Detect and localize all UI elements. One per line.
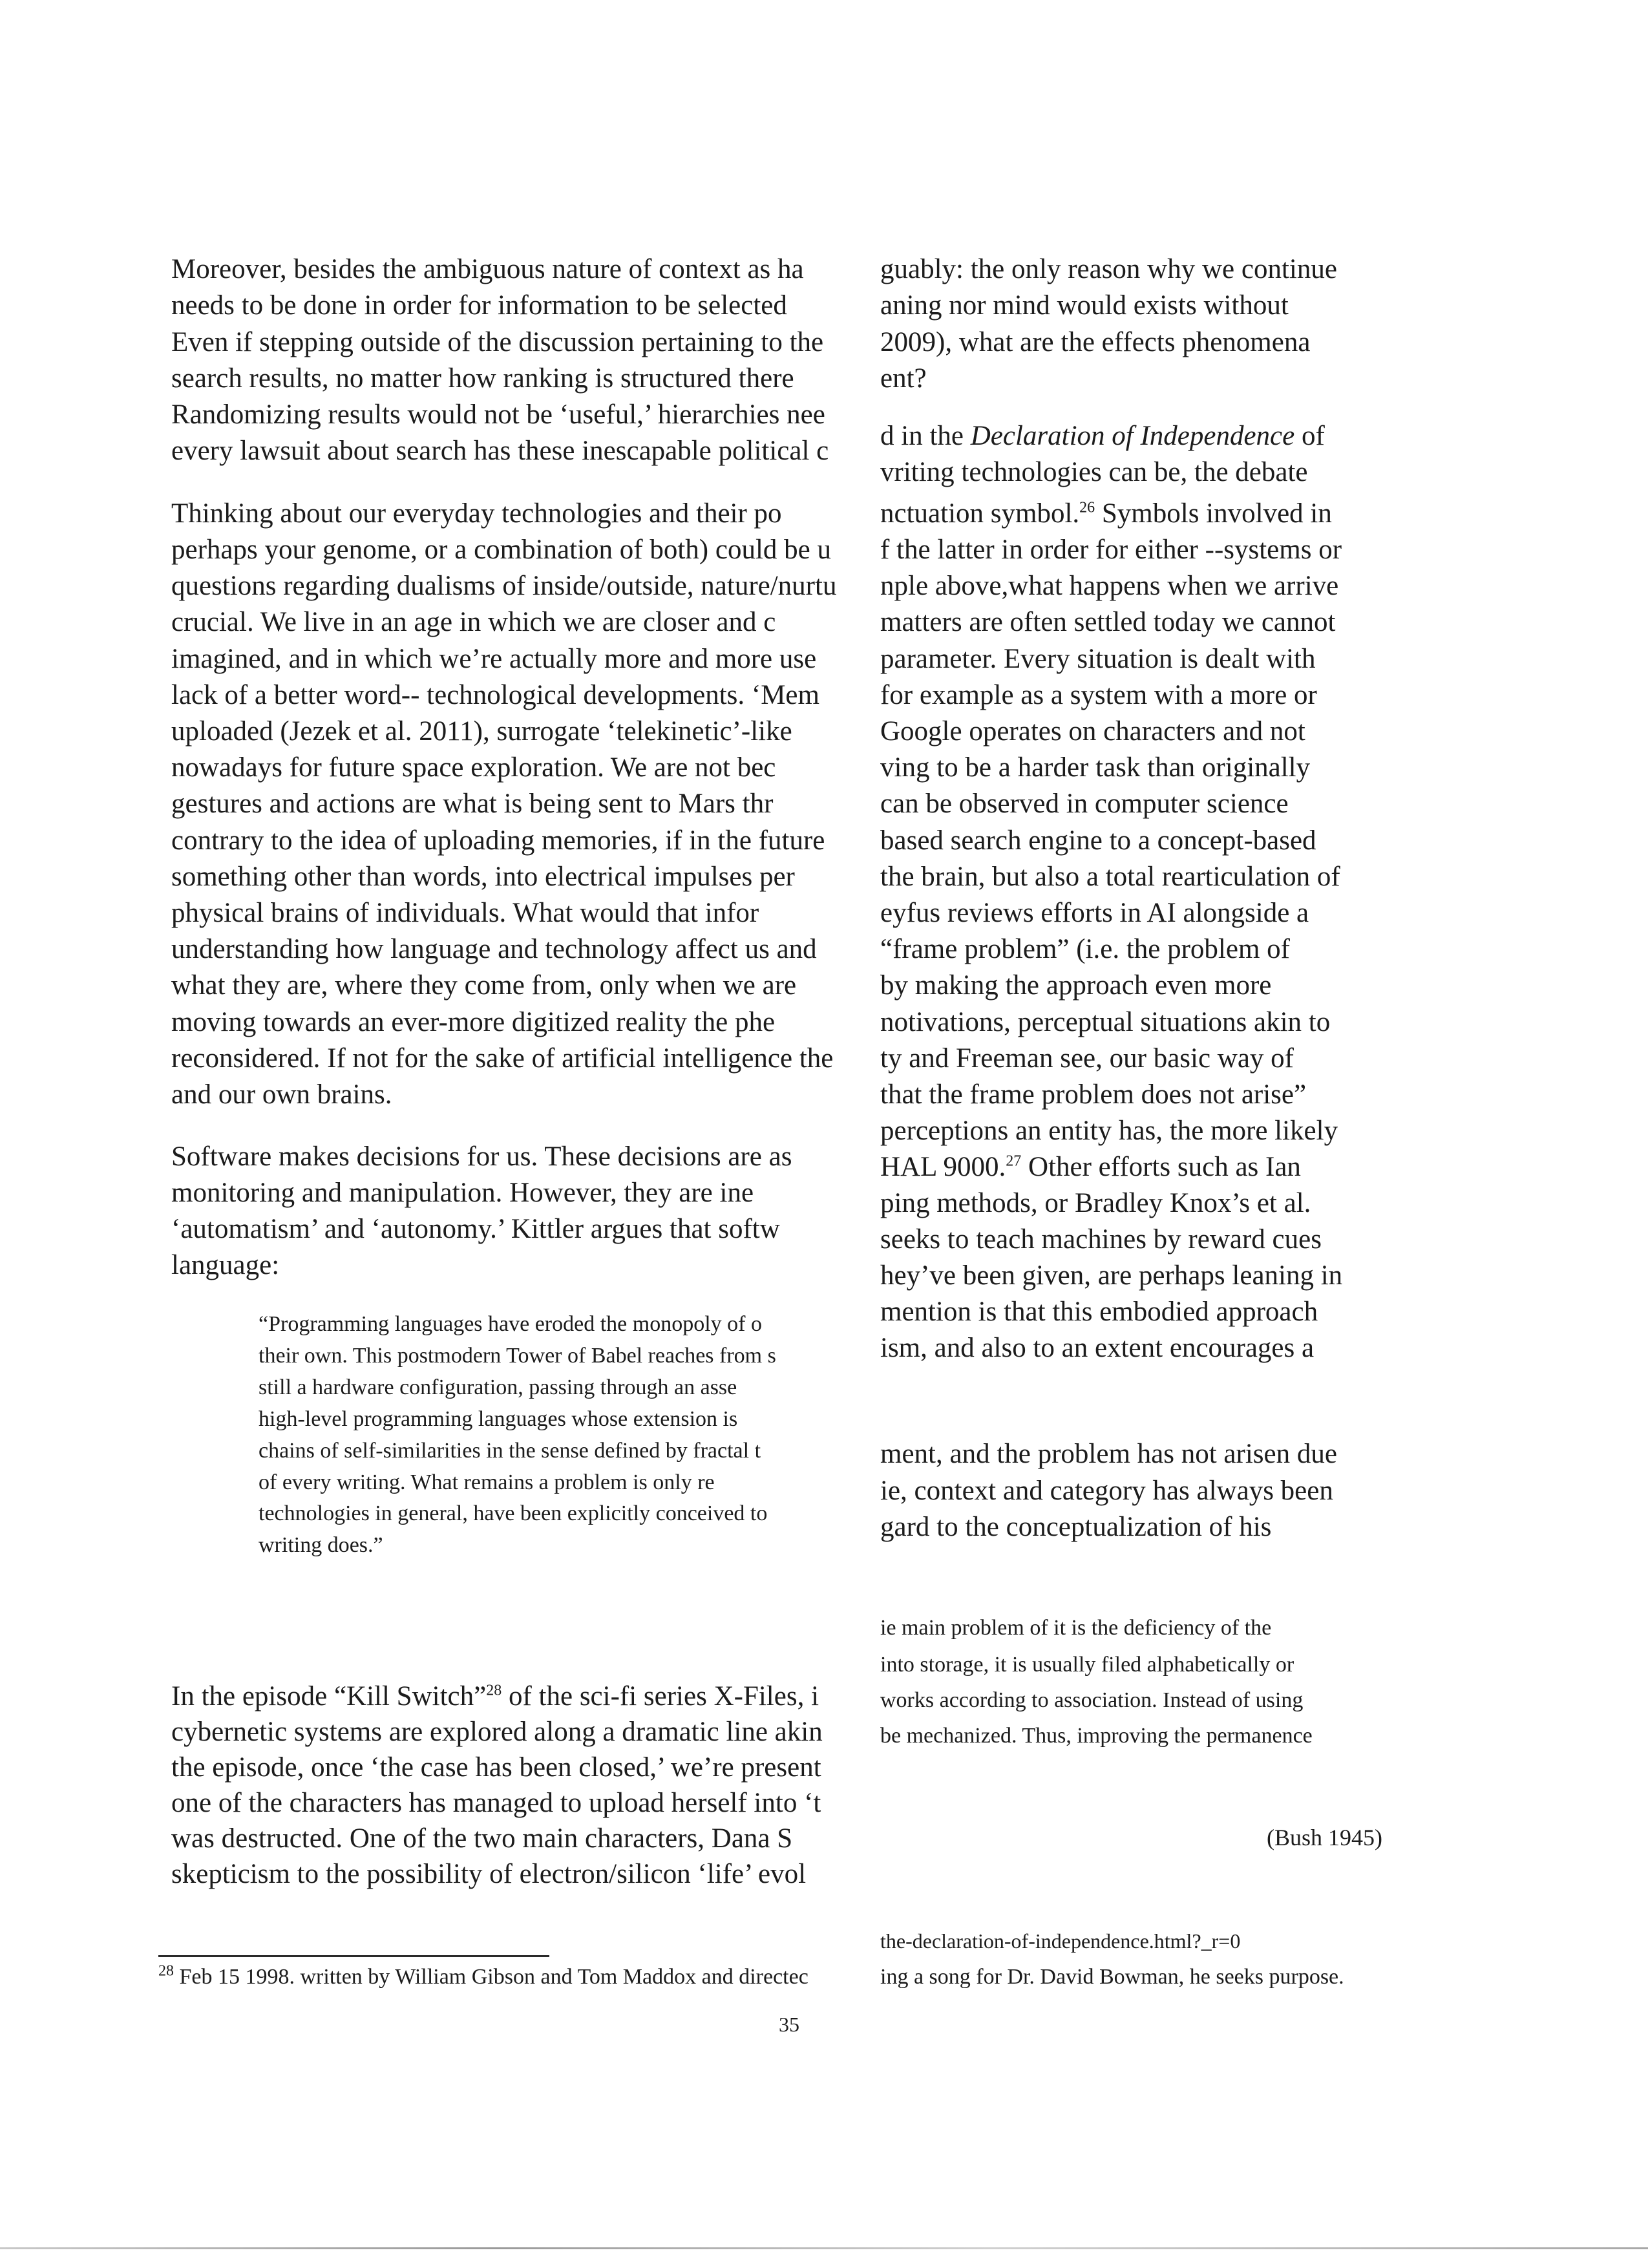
- text-line: [171, 399, 825, 430]
- text-line: [171, 570, 836, 602]
- text-line: [880, 643, 1315, 675]
- text-line: [171, 326, 823, 358]
- text-span: something other than words, into electrical impulses per: [171, 862, 795, 892]
- text-line: [171, 679, 819, 711]
- text-span: cybernetic systems are explored along a dramatic line akin: [171, 1717, 823, 1747]
- text-span: Other efforts such as Ian: [1021, 1152, 1301, 1182]
- text-line: [880, 456, 1307, 488]
- text-span: one of the characters has managed to upload herself into ‘t: [171, 1788, 821, 1818]
- text-line: [880, 363, 927, 394]
- text-span: into storage, it is usually filed alphabetically or: [880, 1653, 1294, 1677]
- text-span: every lawsuit about search has these inescapable political c: [171, 436, 829, 466]
- text-line: [880, 498, 1332, 529]
- text-span: f the latter in order for either --systems or: [880, 535, 1342, 565]
- text-line: [171, 1680, 819, 1712]
- text-line: [171, 1858, 806, 1890]
- text-span: of every writing. What remains a problem is only re: [259, 1470, 715, 1494]
- text-line: [880, 606, 1335, 638]
- text-line: [171, 290, 787, 321]
- text-line: [171, 1787, 821, 1819]
- text-span: matters are often settled today we cannot: [880, 607, 1336, 637]
- bush-citation: (Bush 1945): [1267, 1825, 1382, 1850]
- text-line: [880, 570, 1338, 602]
- text-line: [880, 752, 1310, 783]
- text-line: [259, 1375, 737, 1400]
- text-line: [171, 1823, 792, 1854]
- text-line: [880, 290, 1289, 321]
- text-line: [880, 933, 1290, 965]
- text-line: [880, 1616, 1271, 1640]
- text-span: language:: [171, 1250, 280, 1280]
- text-line: [171, 606, 776, 638]
- text-span: ‘automatism’ and ‘autonomy.’ Kittler argues that softw: [171, 1214, 780, 1244]
- footnote: [158, 1962, 808, 1989]
- text-line: [880, 679, 1317, 711]
- text-span: still a hardware configuration, passing through an asse: [259, 1375, 737, 1399]
- text-span: ment, and the problem has not arisen due: [880, 1439, 1337, 1469]
- text-line: [171, 1752, 821, 1783]
- text-span: ie main problem of it is the deficiency of the: [880, 1616, 1272, 1640]
- text-span: skepticism to the possibility of electron/silicon ‘life’ evol: [171, 1859, 807, 1889]
- text-span: “frame problem” (i.e. the problem of: [880, 934, 1290, 964]
- text-span: nple above,what happens when we arrive: [880, 571, 1339, 601]
- text-span: gard to the conceptualization of his: [880, 1512, 1272, 1542]
- text-line: [171, 861, 795, 893]
- text-span: that the frame problem does not arise”: [880, 1079, 1307, 1110]
- text-span: their own. This postmodern Tower of Babel reaches from s: [259, 1344, 776, 1368]
- text-span: search results, no matter how ranking is structured there: [171, 363, 794, 394]
- text-span: high-level programming languages whose extension is: [259, 1407, 738, 1431]
- text-span: uploaded (Jezek et al. 2011), surrogate ‘telekinetic’-like: [171, 716, 792, 747]
- text-span: Moreover, besides the ambiguous nature of context as ha: [171, 254, 804, 284]
- text-span: what they are, where they come from, only when we are: [171, 970, 797, 1001]
- text-span: moving towards an ever-more digitized reality the phe: [171, 1007, 776, 1037]
- text-span: Randomizing results would not be ‘useful,’ hierarchies nee: [171, 399, 825, 430]
- text-span: Software makes decisions for us. These decisions are as: [171, 1141, 792, 1172]
- text-line: [880, 1115, 1338, 1147]
- text-line: [171, 363, 794, 394]
- text-line: [880, 1438, 1337, 1470]
- text-span: Symbols involved in: [1095, 498, 1332, 529]
- text-line: [259, 1407, 737, 1432]
- text-span: ism, and also to an extent encourages a: [880, 1333, 1315, 1363]
- text-span: technologies in general, have been explicitly conceived to: [259, 1501, 768, 1525]
- text-span: of: [1294, 421, 1325, 451]
- text-line: [880, 1296, 1318, 1328]
- text-line: [880, 1332, 1314, 1364]
- text-line: [259, 1470, 715, 1495]
- text-span: reconsidered. If not for the sake of artificial intelligence the: [171, 1043, 834, 1074]
- text-span: HAL 9000.: [880, 1152, 1006, 1182]
- text-span: Thinking about our everyday technologies and their po: [171, 498, 782, 529]
- text-span: d in the: [880, 421, 971, 451]
- italic-title: Declaration of Independence: [970, 421, 1295, 451]
- text-span: nctuation symbol.: [880, 498, 1080, 529]
- text-span: imagined, and in which we’re actually more and more use: [171, 644, 817, 674]
- text-span: ie, context and category has always been: [880, 1476, 1333, 1506]
- text-span: of the sci-fi series X-Files, i: [502, 1681, 819, 1712]
- text-line: [171, 498, 782, 529]
- text-span: mention is that this embodied approach: [880, 1297, 1318, 1327]
- text-span: ping methods, or Bradley Knox’s et al.: [880, 1188, 1311, 1218]
- text-line: [259, 1533, 383, 1558]
- text-line: [259, 1344, 776, 1368]
- text-line: [171, 1079, 392, 1110]
- text-span: “Programming languages have eroded the monopoly of o: [259, 1312, 762, 1336]
- text-span: ty and Freeman see, our basic way of: [880, 1043, 1294, 1074]
- text-span: understanding how language and technology affect us and: [171, 934, 817, 964]
- text-span: crucial. We live in an age in which we are closer and c: [171, 607, 776, 637]
- text-line: [880, 1006, 1330, 1038]
- text-line: [880, 1260, 1342, 1291]
- text-line: [171, 1141, 792, 1172]
- footnote-number: 28: [158, 1962, 174, 1980]
- footnote-marker: 26: [1079, 499, 1095, 516]
- text-span: perhaps your genome, or a combination of both) could be u: [171, 535, 831, 565]
- text-line: [171, 715, 792, 747]
- url-fragment: the-declaration-of-independence.html?_r=0: [880, 1929, 1241, 1953]
- text-line: [171, 643, 816, 675]
- text-span: ent?: [880, 363, 927, 394]
- text-line: [880, 1079, 1306, 1110]
- text-line: [171, 253, 804, 285]
- text-line: [171, 752, 776, 783]
- text-line: [880, 326, 1310, 358]
- footnote-marker: 27: [1006, 1152, 1022, 1170]
- text-line: [880, 970, 1271, 1001]
- text-line: [171, 1006, 775, 1038]
- text-span: gestures and actions are what is being sent to Mars thr: [171, 789, 774, 819]
- text-line: [259, 1312, 762, 1337]
- text-line: [171, 788, 773, 820]
- text-line: [880, 715, 1305, 747]
- text-line: [880, 1187, 1311, 1219]
- text-span: ving to be a harder task than originally: [880, 752, 1311, 783]
- text-line: [171, 933, 817, 965]
- text-line: [880, 825, 1316, 856]
- text-line: [171, 1249, 279, 1281]
- footnote-rule: [158, 1955, 549, 1957]
- footnote-marker: 28: [486, 1682, 502, 1699]
- text-span: the episode, once ‘the case has been closed,’ we’re present: [171, 1752, 821, 1783]
- text-span: for example as a system with a more or: [880, 680, 1317, 710]
- text-span: works according to association. Instead of using: [880, 1688, 1304, 1712]
- text-span: eyfus reviews efforts in AI alongside a: [880, 898, 1309, 928]
- text-line: [880, 534, 1342, 566]
- text-span: physical brains of individuals. What would that infor: [171, 898, 759, 928]
- text-line: [880, 1511, 1271, 1543]
- text-span: parameter. Every situation is dealt with: [880, 644, 1316, 674]
- text-span: and our own brains.: [171, 1079, 392, 1110]
- text-span: In the episode “Kill Switch”: [171, 1681, 487, 1712]
- text-line: [171, 1177, 754, 1209]
- text-span: can be observed in computer science: [880, 789, 1289, 819]
- text-span: the brain, but also a total rearticulation of: [880, 862, 1340, 892]
- text-span: lack of a better word-- technological developments. ‘Mem: [171, 680, 819, 710]
- text-span: Even if stepping outside of the discussion pertaining to the: [171, 327, 824, 357]
- text-line: [171, 534, 831, 566]
- text-span: notivations, perceptual situations akin to: [880, 1007, 1331, 1037]
- text-span: seeks to teach machines by reward cues: [880, 1224, 1322, 1255]
- text-line: [880, 1224, 1322, 1255]
- text-span: vriting technologies can be, the debate: [880, 457, 1308, 487]
- text-line: [171, 1213, 780, 1245]
- text-span: Google operates on characters and not: [880, 716, 1305, 747]
- text-line: [880, 788, 1289, 820]
- text-line: [880, 420, 1325, 452]
- text-line: [171, 435, 829, 467]
- text-span: be mechanized. Thus, improving the permanence: [880, 1724, 1313, 1748]
- text-span: by making the approach even more: [880, 970, 1272, 1001]
- text-span: aning nor mind would exists without: [880, 290, 1289, 321]
- text-span: questions regarding dualisms of inside/outside, nature/nurtu: [171, 571, 837, 601]
- text-span: nowadays for future space exploration. We are not bec: [171, 752, 776, 783]
- text-line: [880, 1151, 1301, 1183]
- text-line: [880, 897, 1309, 929]
- text-span: perceptions an entity has, the more likely: [880, 1116, 1338, 1146]
- text-line: [171, 1716, 823, 1748]
- text-line: [171, 1043, 833, 1074]
- text-line: [259, 1501, 767, 1526]
- text-span: writing does.”: [259, 1533, 383, 1557]
- footnote-text: Feb 15 1998. written by William Gibson and Tom Maddox and directec: [174, 1965, 808, 1989]
- text-span: guably: the only reason why we continue: [880, 254, 1337, 284]
- text-line: [880, 1653, 1294, 1677]
- text-line: [880, 861, 1340, 893]
- text-line: [880, 1475, 1333, 1507]
- text-line: [880, 1688, 1303, 1713]
- footnote-right: ing a song for Dr. David Bowman, he seeks purpose.: [880, 1965, 1344, 1989]
- text-span: needs to be done in order for information to be selected: [171, 290, 787, 321]
- text-span: based search engine to a concept-based: [880, 825, 1316, 856]
- text-span: chains of self-similarities in the sense defined by fractal t: [259, 1439, 761, 1463]
- text-span: was destructed. One of the two main characters, Dana S: [171, 1823, 793, 1854]
- text-span: hey’ve been given, are perhaps leaning in: [880, 1260, 1343, 1291]
- text-line: [171, 970, 796, 1001]
- text-span: contrary to the idea of uploading memories, if in the future: [171, 825, 825, 856]
- text-line: [880, 1724, 1313, 1748]
- text-span: monitoring and manipulation. However, they are ine: [171, 1178, 754, 1208]
- text-line: [880, 253, 1337, 285]
- text-line: [259, 1439, 761, 1463]
- text-span: 2009), what are the effects phenomena: [880, 327, 1311, 357]
- text-line: [171, 897, 759, 929]
- text-line: [171, 825, 825, 856]
- text-line: [880, 1043, 1294, 1074]
- scan-edge-line: [0, 2247, 1648, 2249]
- page-number: 35: [779, 2013, 799, 2036]
